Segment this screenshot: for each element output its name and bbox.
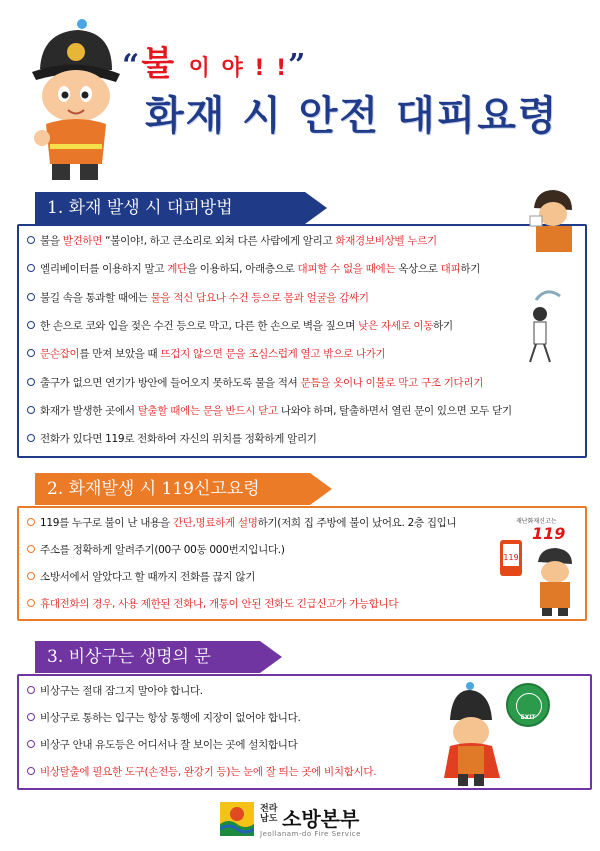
- logo-region-line2: 남도: [260, 814, 278, 824]
- logo-org-english: Jeollanam-do Fire Service: [260, 830, 361, 838]
- highlight-text: 탈출할 때에는 문을 반드시 닫고: [137, 404, 278, 417]
- bullet-circle-icon: [27, 518, 35, 526]
- bullet-circle-icon: [27, 406, 35, 414]
- item-text: “불이야!, 하고 큰소리로 외쳐 다른 사람에게 알리고: [102, 235, 336, 247]
- list-item: [27, 738, 298, 752]
- item-text: 비상구로 통하는 입구는 항상 통행에 지장이 없어야 합니다.: [40, 712, 301, 724]
- highlight-text: 비상탈출에 필요한 도구(손전등, 완강기 등)는 눈에 잘 띄는 곳에 비치합시다.: [40, 766, 377, 778]
- item-text: 옥상으로: [395, 263, 441, 276]
- item-text: 하기: [433, 319, 453, 332]
- highlight-text: 휴대전화의 경우, 사용 제한된 전화나, 개통이 안된 전화도 긴급신고가 가능합니다: [40, 598, 399, 610]
- bullet-circle-icon: [27, 293, 35, 301]
- item-text: 화재가 발생한 곳에서: [40, 404, 138, 417]
- firefighter-shouting-icon: [528, 188, 578, 252]
- list-item: [27, 432, 317, 446]
- bullet-circle-icon: [27, 349, 35, 357]
- item-text: 119를 누구로 불이 난 내용을: [40, 517, 173, 529]
- item-text: 비상구는 절대 잠그지 말아야 합니다.: [40, 685, 203, 697]
- firefighter-phone-icon: [500, 534, 586, 618]
- firefighter-mascot-icon: [20, 14, 128, 184]
- list-item: [27, 319, 453, 333]
- section-heading-emergency-exit: 3. 비상구는 생명의 문: [35, 641, 260, 673]
- highlight-text: 물을 적신 담요나 수건 등으로 몸과 얼굴을 감싸기: [150, 291, 369, 304]
- list-item: [27, 711, 301, 725]
- page-title: 화재 시 안전 대피요령: [145, 93, 559, 139]
- list-item: [27, 347, 385, 361]
- bullet-circle-icon: [27, 264, 35, 272]
- footer-logo: [220, 800, 395, 846]
- item-text: 를 만져 보았을 때: [79, 348, 161, 361]
- firefighter-cape-icon: [440, 680, 502, 788]
- item-text: 엘리베이터를 이용하지 말고: [40, 263, 168, 276]
- item-text: 주소를 정확하게 알려주기(00구 00동 000번지입니다.): [40, 544, 285, 556]
- list-item: [27, 684, 203, 698]
- headline-rest: 이 야 ! !: [188, 56, 289, 81]
- item-text: 하기(저희 집 주방에 불이 났어요. 2층 집입니: [257, 517, 457, 529]
- item-text: 전화가 있다면 119로 전화하여 자신의 위치를 정확하게 알리기: [40, 433, 317, 446]
- phone-119-illustration: [486, 510, 586, 618]
- highlight-text: 발견하면: [62, 235, 103, 247]
- bullet-circle-icon: [27, 686, 35, 694]
- bullet-circle-icon: [27, 572, 35, 580]
- list-item: [27, 597, 398, 611]
- logo-region-line1: 전라: [260, 804, 278, 814]
- item-text: 한 손으로 코와 입을 젖은 수건 등으로 막고, 다른 한 손으로 벽을 짚으며: [40, 319, 359, 332]
- bullet-circle-icon: [27, 236, 35, 244]
- bullet-circle-icon: [27, 321, 35, 329]
- item-text: 나와야 하며, 탈출하면서 열린 문이 있으면 모두 닫기: [277, 404, 512, 417]
- section-heading-119-report: 2. 화재발생 시 119신고요령: [35, 473, 310, 505]
- bullet-circle-icon: [27, 434, 35, 442]
- bullet-circle-icon: [27, 740, 35, 748]
- bullet-circle-icon: [27, 713, 35, 721]
- item-text: 불길 속을 통과할 때에는: [40, 291, 151, 304]
- list-item: [27, 234, 437, 248]
- logo-region: [260, 804, 277, 824]
- highlight-text: 대피할 수 없을 때에는: [297, 263, 396, 276]
- highlight-text: 문손잡이: [40, 348, 80, 361]
- headline-fire-shout: [122, 36, 307, 85]
- logo-org-name: 소방본부: [282, 807, 360, 831]
- highlight-text: 대피: [440, 263, 461, 276]
- quote-close: ”: [288, 48, 308, 83]
- headline-fire-word: 불: [141, 44, 177, 84]
- highlight-text: 계단: [167, 263, 187, 276]
- phone-number-label: 119: [532, 524, 566, 543]
- section-box-evacuation: [17, 224, 587, 458]
- item-text: 하기: [460, 263, 481, 276]
- item-text: 불을: [40, 235, 63, 247]
- highlight-text: 낮은 자세로 이동: [358, 319, 434, 332]
- bullet-circle-icon: [27, 767, 35, 775]
- quote-open: “: [122, 48, 142, 83]
- exit-label: EXIT: [520, 714, 536, 721]
- list-item: [27, 543, 285, 557]
- highlight-text: 간단,명료하게 설명: [172, 517, 258, 529]
- highlight-text: 뜨겁지 않으면 문을 조심스럽게 열고 밖으로 나가기: [160, 348, 386, 361]
- svg-text:119: 119: [503, 553, 519, 562]
- jeonnam-emblem-icon: [220, 802, 254, 836]
- list-item: [27, 291, 369, 305]
- item-text: 비상구 안내 유도등은 어디서나 잘 보이는 곳에 설치합니다: [40, 739, 298, 751]
- phone-caption: 재난화재신고는: [516, 518, 557, 525]
- section-box-emergency-exit: [17, 674, 592, 790]
- bullet-circle-icon: [27, 378, 35, 386]
- list-item: [27, 376, 483, 390]
- list-item: [27, 516, 456, 530]
- list-item: [27, 262, 480, 276]
- highlight-text: 문틈을 옷이나 이불로 막고 구조 기다리기: [300, 376, 484, 389]
- exit-sign-icon: [506, 683, 550, 727]
- list-item: [27, 570, 255, 584]
- item-text: 소방서에서 알았다고 할 때까지 전화를 끊지 않기: [40, 571, 256, 583]
- section-heading-evacuation: 1. 화재 발생 시 대피방법: [35, 192, 305, 224]
- list-item: [27, 404, 512, 418]
- bullet-circle-icon: [27, 545, 35, 553]
- bullet-circle-icon: [27, 599, 35, 607]
- list-item: [27, 765, 376, 779]
- item-text: 을 이용하되, 아래층으로: [186, 263, 298, 276]
- person-covering-mouth-icon: [516, 286, 566, 366]
- item-text: 출구가 없으면 연기가 방안에 들어오지 못하도록 물을 적셔: [40, 376, 301, 389]
- highlight-text: 화재경보비상벨 누르기: [335, 235, 437, 247]
